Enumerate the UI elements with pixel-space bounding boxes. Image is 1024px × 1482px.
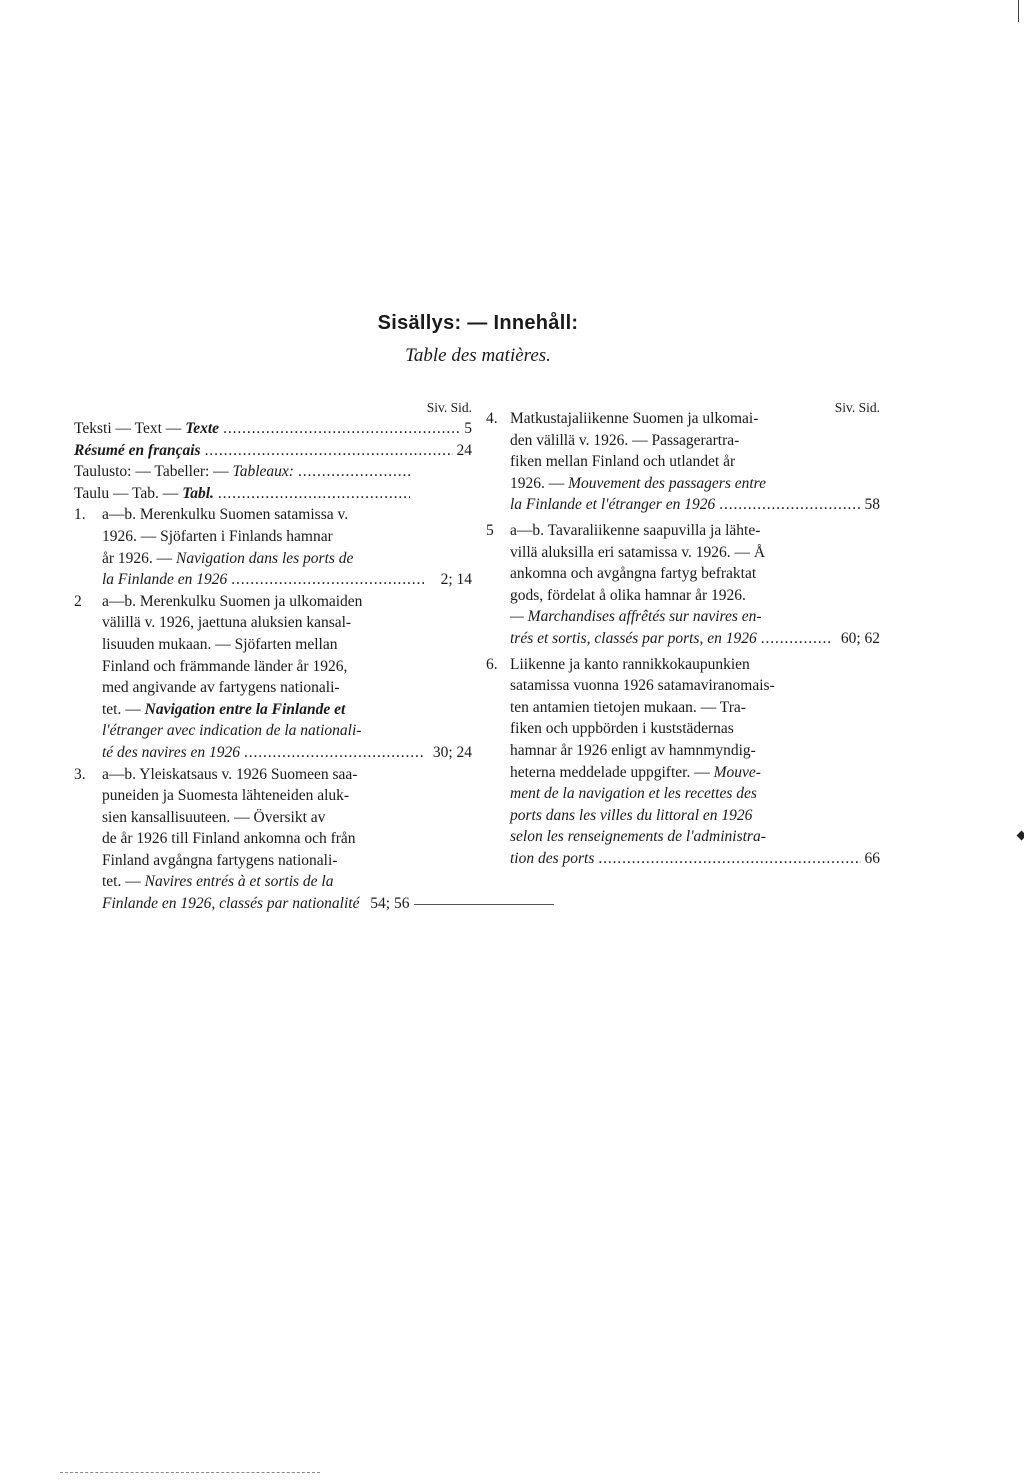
entry-line (510, 473, 880, 495)
entry-number: 2 (74, 592, 82, 610)
dot-leader (205, 440, 453, 459)
dot-leader (598, 848, 860, 867)
entry-line: lisuuden mukaan. — Sjöfarten mellan (102, 635, 338, 653)
entry-page: 54; 56 (370, 895, 410, 913)
entry-line: ten antamien tietojen mukaan. — Tra- (510, 698, 746, 716)
entry-last-line (102, 742, 472, 764)
entry-line: Finland och främmande länder år 1926, (102, 657, 348, 675)
section-divider (414, 904, 554, 905)
entry-label: Taulusto: — Tabeller: — (74, 463, 233, 481)
entry-label: Taulu — Tab. — (74, 484, 183, 502)
entry-line: a—b. Yleiskatsaus v. 1926 Suomeen saa- (102, 765, 358, 783)
dot-leader (761, 628, 832, 647)
entry-line: Liikenne ja kanto rannikkokaupunkien (510, 655, 750, 673)
page-column-header: Siv. Sid. (426, 400, 472, 415)
entry-line-fr: Navires entrés à et sortis de la (144, 873, 334, 891)
entry-label-fr: Texte (185, 420, 220, 437)
bottom-edge-rule (60, 1472, 320, 1473)
entry-line-fr: ment de la navigation et les recettes des (510, 785, 757, 803)
entry-line: den välillä v. 1926. — Passagerartra- (510, 431, 740, 449)
entry-label: Teksti — Text — (74, 420, 186, 437)
toc-entry-4[interactable] (486, 408, 880, 516)
entry-label-fr: Résumé en français (74, 441, 201, 459)
toc-right-column (486, 397, 880, 869)
entry-line-fr: tion des ports (510, 849, 595, 867)
toc-entry-3[interactable] (74, 764, 472, 915)
entry-line (102, 699, 472, 721)
entry-line: fiken och uppbörden i kuststädernas (510, 720, 734, 738)
entry-page: 66 (864, 849, 880, 867)
entry-line (102, 871, 472, 893)
entry-line: villä aluksilla eri satamissa v. 1926. — Å (510, 543, 766, 561)
toc-entry-resume[interactable] (74, 440, 472, 462)
dot-leader (298, 461, 410, 480)
entry-line: 1926. — Sjöfarten i Finlands hamnar (102, 527, 333, 545)
entry-line-fr: l'étranger avec indication de la nationali- (102, 722, 362, 740)
entry-line: puneiden ja Suomesta lähteneiden aluk- (102, 787, 350, 805)
entry-page: 5 (464, 420, 472, 437)
dot-leader (231, 569, 424, 588)
toc-entry-text[interactable] (74, 418, 472, 440)
entry-line: sien kansallisuuteen. — Översikt av (102, 808, 326, 826)
entry-page: 24 (456, 441, 472, 459)
entry-line (510, 762, 880, 784)
entry-line: a—b. Merenkulku Suomen ja ulkomaiden (102, 592, 363, 610)
entry-line-fr: Mouvement des passagers entre (568, 474, 766, 492)
entry-line-fr: té des navires en 1926 (102, 743, 241, 761)
page-column-header: Siv. Sid. (834, 400, 880, 415)
margin-bullet-icon (1017, 831, 1024, 841)
entry-number: 4. (486, 410, 498, 427)
entry-line: Matkustajaliikenne Suomen ja ulkomai- (510, 410, 759, 427)
toc-left-column (74, 397, 472, 915)
entry-line: de år 1926 till Finland ankomna och från (102, 830, 356, 848)
entry-line (102, 548, 472, 570)
entry-label-fr: Tabl. (182, 484, 214, 502)
entry-number: 6. (486, 655, 498, 673)
entry-line: satamissa vuonna 1926 satamaviranomais- (510, 677, 775, 695)
entry-number: 5 (486, 521, 494, 539)
toc-entry-tables[interactable] (74, 461, 414, 483)
entry-page: 30; 24 (432, 743, 472, 761)
toc-entry-1[interactable] (74, 504, 472, 590)
entry-line-fr: Finlande en 1926, classés par nationalité (102, 895, 360, 913)
entry-line-text: tet. — (102, 873, 145, 891)
entry-number: 1. (74, 506, 86, 524)
toc-entry-2[interactable] (74, 591, 472, 764)
scan-edge-mark (1018, 0, 1019, 22)
entry-page: 2; 14 (440, 571, 472, 589)
entry-line: välillä v. 1926, jaettuna aluksien kansal- (102, 614, 352, 632)
entry-line-text: heterna meddelade uppgifter. — (510, 763, 714, 781)
entry-line-fr: ports dans les villes du littoral en 1926 (510, 806, 753, 824)
entry-line-fr: Mouve- (713, 763, 761, 781)
entry-number: 3. (74, 765, 86, 783)
entry-line-fr: trés et sortis, classés par ports, en 1926 (510, 629, 757, 647)
entry-line-fr: la Finlande en 1926 (102, 571, 228, 589)
page-subtitle: Table des matières. (405, 345, 551, 366)
toc-entry-6[interactable] (486, 654, 880, 870)
dot-leader (223, 418, 460, 437)
entry-line-fr: — Marchandises affrêtés sur navires en- (510, 608, 762, 626)
dot-leader (244, 742, 424, 761)
entry-last-line (510, 628, 880, 650)
entry-line-fr: la Finlande et l'étranger en 1926 (510, 496, 716, 514)
entry-page: 60; 62 (840, 629, 880, 647)
entry-line-fr: Navigation dans les ports de (176, 549, 354, 567)
entry-line: fiken mellan Finland och utlandet år (510, 453, 736, 471)
entry-line: gods, fördelat å olika hamnar år 1926. (510, 586, 746, 604)
entry-line: a—b. Tavaraliikenne saapuvilla ja lähte- (510, 521, 761, 539)
toc-entry-table[interactable] (74, 483, 414, 505)
entry-last-line (510, 848, 880, 870)
entry-line-text: tet. — (102, 700, 145, 718)
entry-line: a—b. Merenkulku Suomen satamissa v. (102, 506, 349, 524)
entry-line: Finland avgångna fartygens nationali- (102, 851, 338, 869)
dot-leader (218, 483, 410, 502)
entry-line-text: år 1926. — (102, 549, 177, 567)
entry-line-fr: Navigation entre la Finlande et (144, 700, 346, 718)
entry-line: ankomna och avgångna fartyg befraktat (510, 565, 757, 583)
entry-line-fr: selon les renseignements de l'administra- (510, 828, 766, 846)
entry-line: hamnar år 1926 enligt av hamnmyndig- (510, 741, 756, 759)
entry-line-text: 1926. — (510, 474, 569, 492)
dot-leader (719, 494, 860, 513)
entry-label-fr: Tableaux: (232, 463, 294, 481)
page-title: Sisällys: — Innehåll: (377, 312, 579, 334)
toc-entry-5[interactable] (486, 520, 880, 650)
entry-last-line (102, 569, 472, 591)
entry-line: med angivande av fartygens nationali- (102, 679, 340, 697)
entry-last-line (510, 494, 880, 516)
entry-page: 58 (864, 496, 880, 514)
